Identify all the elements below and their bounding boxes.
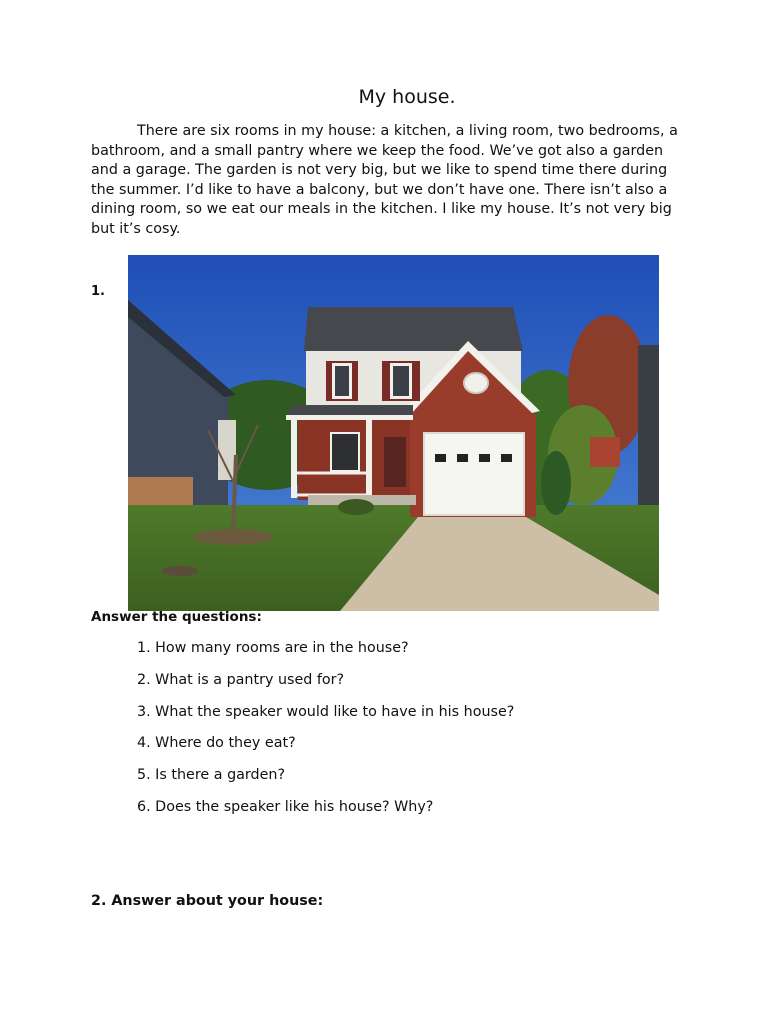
answer-questions-heading: Answer the questions: bbox=[91, 609, 262, 625]
list-item: 5. Is there a garden? bbox=[137, 767, 286, 784]
question-list bbox=[137, 638, 514, 829]
list-item: 1. How many rooms are in the house? bbox=[137, 640, 409, 656]
list-item: 4. Where do they eat? bbox=[137, 735, 296, 752]
house-photo bbox=[128, 255, 659, 611]
list-item: 6. Does the speaker like his house? Why? bbox=[137, 798, 434, 815]
list-item: 3. What the speaker would like to have in his house? bbox=[137, 703, 515, 720]
exercise-2-heading: 2. Answer about your house: bbox=[91, 893, 324, 909]
page-title: My house. bbox=[358, 86, 456, 108]
list-item: 2. What is a pantry used for? bbox=[137, 671, 345, 688]
reading-paragraph: There are six rooms in my house: a kitchen, a living room, two bedrooms, a bathroom, and a small pantry where we keep the food. We’ve got also a garden and a garage. The garden is not very big, but we like to spend time there during the summer. I’d like to have a balcony, but we don’t have one. There isn’t also a dining room, so we eat our meals in the kitchen. I like my house. It’s not very big but it’s cosy. bbox=[91, 123, 678, 237]
exercise-1-number: 1. bbox=[91, 284, 105, 299]
